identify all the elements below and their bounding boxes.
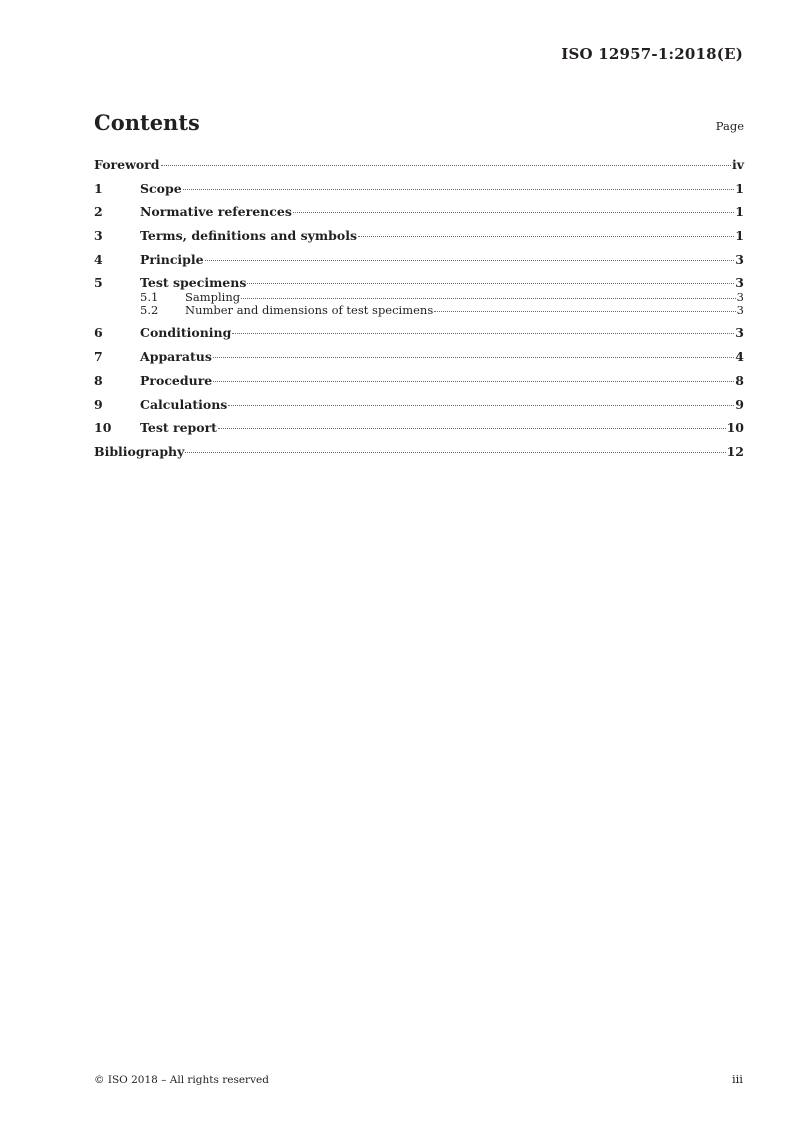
dot-leader [358,236,734,237]
dot-leader [185,452,725,453]
toc-entry-number: 3 [94,228,103,244]
dot-leader [228,405,734,406]
toc-entry-page: 1 [735,180,744,196]
toc-entry-calculations[interactable] [94,396,744,413]
dot-leader [213,357,734,358]
page-number: iii [731,1072,743,1086]
dot-leader [247,283,734,284]
toc-entry-title: Bibliography [94,443,185,459]
toc-entry-title: Scope [140,180,182,196]
toc-entry-procedure[interactable] [94,372,744,389]
toc-entry-number: 2 [94,204,103,220]
toc-entry-conditioning[interactable] [94,324,744,341]
toc-entry-test-specimens[interactable] [94,274,744,291]
toc-entry-page: 3 [735,275,744,291]
toc-entry-foreword[interactable] [94,156,744,173]
toc-subentry-number-dimensions[interactable] [94,304,744,317]
toc-entry-number: 10 [94,420,112,436]
toc-entry-title: Foreword [94,157,160,172]
toc-entry-principle[interactable] [94,251,744,268]
dot-leader [218,428,726,429]
toc-subentry-title: Sampling [185,290,241,305]
toc-entry-title: Apparatus [140,349,212,365]
dot-leader [434,311,735,312]
toc-entry-number: 7 [94,349,103,365]
toc-entry-title: Normative references [140,204,292,220]
dot-leader [161,165,731,166]
toc-entry-page: 3 [735,325,744,341]
toc-entry-number: 9 [94,396,103,412]
toc-subentry-number: 5.1 [140,290,159,305]
toc-entry-page: 3 [735,251,744,267]
toc-entry-page: iv [731,157,744,172]
dot-leader [232,333,734,334]
page-title: Contents [94,110,200,135]
toc-entry-number: 4 [94,251,103,267]
dot-leader [241,298,736,299]
toc-entry-number: 8 [94,372,103,388]
toc-entry-number: 1 [94,180,103,196]
toc-entry-page: 8 [735,372,744,388]
table-of-contents [94,156,744,467]
toc-entry-page: 9 [735,396,744,412]
toc-entry-page: 4 [735,349,744,365]
toc-entry-page: 1 [735,204,744,220]
toc-entry-title: Principle [140,251,204,267]
copyright-notice: © ISO 2018 – All rights reserved [94,1074,269,1086]
toc-entry-page: 1 [735,228,744,244]
toc-entry-page: 12 [726,443,744,459]
dot-leader [205,260,735,261]
toc-entry-number: 6 [94,325,103,341]
page-column-label: Page [715,119,744,133]
toc-subentry-number: 5.2 [140,303,159,318]
dot-leader [183,189,735,190]
contents-heading-row [94,110,744,140]
toc-entry-title: Test report [140,420,217,436]
toc-entry-normative-references[interactable] [94,203,744,220]
dot-leader [293,212,734,213]
toc-entry-title: Conditioning [140,325,232,341]
toc-entry-test-report[interactable] [94,419,744,436]
toc-entry-title: Terms, definitions and symbols [140,228,357,244]
toc-entry-title: Procedure [140,372,213,388]
toc-subentry-title: Number and dimensions of test specimens [185,303,434,318]
toc-entry-scope[interactable] [94,180,744,197]
toc-entry-title: Calculations [140,396,228,412]
toc-entry-title: Test specimens [140,275,247,291]
document-id: ISO 12957-1:2018(E) [561,45,743,63]
toc-subentry-page: 3 [736,290,744,305]
toc-entry-bibliography[interactable] [94,443,744,460]
toc-entry-number: 5 [94,275,103,291]
toc-entry-apparatus[interactable] [94,348,744,365]
toc-entry-page: 10 [726,420,744,436]
dot-leader [213,381,734,382]
toc-entry-terms-definitions[interactable] [94,227,744,244]
toc-subentry-page: 3 [736,303,744,318]
